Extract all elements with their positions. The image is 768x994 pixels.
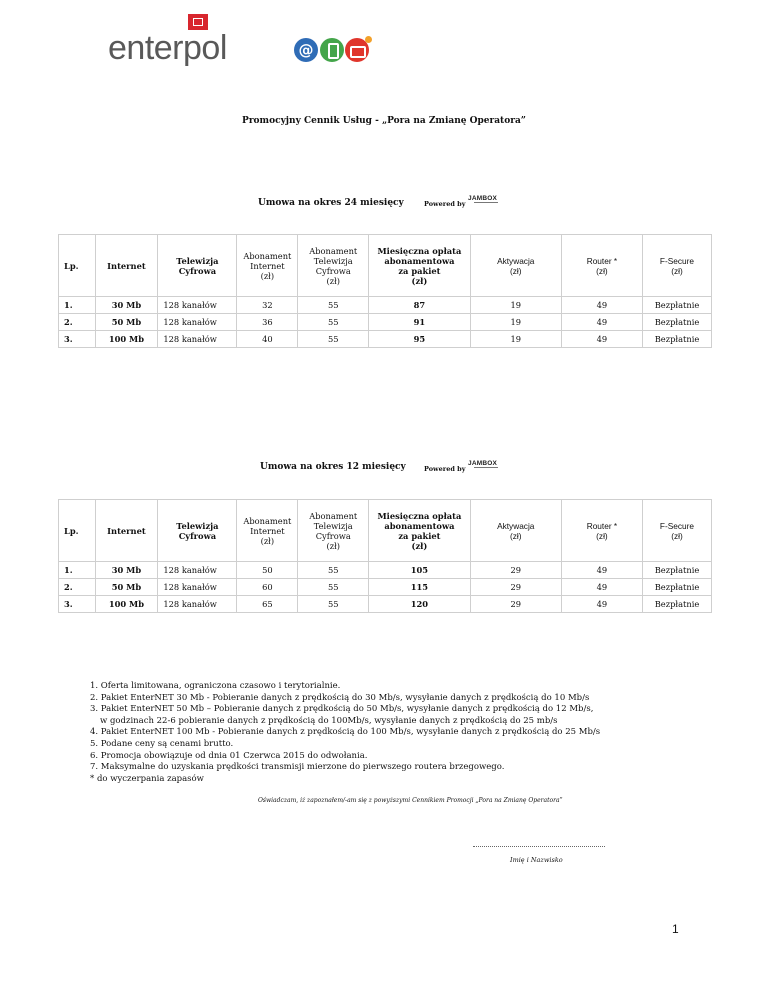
- cell-abon-tv: 55: [298, 562, 369, 579]
- cell-abon-tv: 55: [298, 297, 369, 314]
- table-row: [59, 579, 712, 596]
- cell-lp: 3.: [59, 596, 96, 613]
- col-internet: Internet: [95, 500, 158, 562]
- cell-abon-tv: 55: [298, 596, 369, 613]
- cell-abon-tv: 55: [298, 579, 369, 596]
- cell-lp: 2.: [59, 314, 96, 331]
- logo-dot-icon: [365, 36, 372, 43]
- cell-fsecure: Bezpłatnie: [642, 562, 711, 579]
- phone-icon: [320, 38, 344, 62]
- logo-wordmark: enterpol: [108, 29, 227, 67]
- col-fsecure: F-Secure (zł): [642, 500, 711, 562]
- cell-activation: 29: [470, 562, 561, 579]
- col-internet: Internet: [95, 235, 158, 297]
- cell-abon-tv: 55: [298, 314, 369, 331]
- cell-abon-internet: 40: [237, 331, 298, 348]
- cell-abon-internet: 60: [237, 579, 298, 596]
- terms-notes: [90, 681, 690, 785]
- cell-tv: 128 kanałów: [158, 331, 237, 348]
- cell-fsecure: Bezpłatnie: [642, 596, 711, 613]
- cell-internet: 100 Mb: [95, 331, 158, 348]
- col-router: Router * (zł): [561, 235, 642, 297]
- cell-fsecure: Bezpłatnie: [642, 297, 711, 314]
- note-item: * do wyczerpania zapasów: [90, 773, 204, 784]
- cell-monthly: 95: [369, 331, 470, 348]
- price-table-24: [58, 234, 712, 348]
- cell-monthly: 91: [369, 314, 470, 331]
- col-monthly: Miesięczna opłata abonamentowa za pakiet (zł): [369, 500, 470, 562]
- cell-activation: 19: [470, 331, 561, 348]
- jambox-logo: JAMBOX: [468, 460, 498, 467]
- col-activation: Aktywacja (zł): [470, 235, 561, 297]
- note-item: 4. Pakiet EnterNET 100 Mb - Pobieranie danych z prędkością do 100 Mb/s, wysyłanie danych z prędkością do 25 Mb/s: [90, 727, 601, 738]
- col-lp: Lp.: [59, 235, 96, 297]
- col-fsecure: F-Secure (zł): [642, 235, 711, 297]
- cell-lp: 2.: [59, 579, 96, 596]
- powered-by-label: Powered by: [424, 465, 466, 473]
- col-abon-tv: Abonament Telewizja Cyfrowa (zł): [298, 235, 369, 297]
- note-item: w godzinach 22-6 pobieranie danych z prędkością do 100Mb/s, wysyłanie danych z prędkością do 25 mb/s: [100, 715, 558, 726]
- note-item: 1. Oferta limitowana, ograniczona czasowo i terytorialnie.: [90, 681, 341, 691]
- col-tv: Telewizja Cyfrowa: [158, 235, 237, 297]
- cell-tv: 128 kanałów: [158, 596, 237, 613]
- table-row: [59, 314, 712, 331]
- signature-line: [473, 846, 605, 847]
- note-item: 6. Promocja obowiązuje od dnia 01 Czerwca 2015 do odwołania.: [90, 750, 368, 761]
- declaration-text: Oświadczam, iż zapoznałem/-am się z powyższymi Cennikiem Promocji „Pora na Zmianę Operatora”: [258, 797, 563, 804]
- price-table-12: [58, 499, 712, 613]
- cell-monthly: 120: [369, 596, 470, 613]
- cell-router: 49: [561, 579, 642, 596]
- cell-lp: 1.: [59, 297, 96, 314]
- cell-tv: 128 kanałów: [158, 314, 237, 331]
- table-header-row: [59, 500, 712, 562]
- cell-monthly: 87: [369, 297, 470, 314]
- table-header-row: [59, 235, 712, 297]
- col-abon-internet: Abonament Internet (zł): [237, 235, 298, 297]
- cell-internet: 100 Mb: [95, 596, 158, 613]
- powered-by-label: Powered by: [424, 200, 466, 208]
- col-router: Router * (zł): [561, 500, 642, 562]
- note-item: 2. Pakiet EnterNET 30 Mb - Pobieranie danych z prędkością do 30 Mb/s, wysyłanie danych z prędkością do 10 Mb/s: [90, 692, 590, 703]
- section-heading-12: Umowa na okres 12 miesięcy: [260, 462, 406, 472]
- cell-activation: 19: [470, 314, 561, 331]
- col-abon-internet: Abonament Internet (zł): [237, 500, 298, 562]
- cell-router: 49: [561, 562, 642, 579]
- cell-fsecure: Bezpłatnie: [642, 331, 711, 348]
- note-item: 7. Maksymalne do uzyskania prędkości transmisji mierzone do pierwszego routera brzegowego.: [90, 762, 505, 773]
- cell-abon-internet: 50: [237, 562, 298, 579]
- cell-internet: 30 Mb: [95, 297, 158, 314]
- cell-activation: 29: [470, 596, 561, 613]
- cell-internet: 50 Mb: [95, 314, 158, 331]
- cell-internet: 50 Mb: [95, 579, 158, 596]
- cell-abon-tv: 55: [298, 331, 369, 348]
- col-monthly: Miesięczna opłata abonamentowa za pakiet (zł): [369, 235, 470, 297]
- cell-monthly: 115: [369, 579, 470, 596]
- cell-router: 49: [561, 297, 642, 314]
- cell-abon-internet: 36: [237, 314, 298, 331]
- cell-lp: 3.: [59, 331, 96, 348]
- cell-fsecure: Bezpłatnie: [642, 314, 711, 331]
- note-item: 3. Pakiet EnterNET 50 Mb – Pobieranie danych z prędkością do 50 Mb/s, wysyłanie danych z prędkością do 12 Mb/s,: [90, 704, 594, 715]
- section-heading-24: Umowa na okres 24 miesięcy: [258, 198, 404, 208]
- col-lp: Lp.: [59, 500, 96, 562]
- enterpol-logo: [108, 14, 398, 70]
- cell-monthly: 105: [369, 562, 470, 579]
- table-row: [59, 297, 712, 314]
- jambox-logo: JAMBOX: [468, 195, 498, 202]
- cell-router: 49: [561, 314, 642, 331]
- table-row: [59, 562, 712, 579]
- cell-activation: 29: [470, 579, 561, 596]
- col-activation: Aktywacja (zł): [470, 500, 561, 562]
- cell-tv: 128 kanałów: [158, 297, 237, 314]
- cell-abon-internet: 65: [237, 596, 298, 613]
- cell-activation: 19: [470, 297, 561, 314]
- col-abon-tv: Abonament Telewizja Cyfrowa (zł): [298, 500, 369, 562]
- cell-lp: 1.: [59, 562, 96, 579]
- cell-tv: 128 kanałów: [158, 562, 237, 579]
- page-number: 1: [672, 922, 679, 936]
- cell-fsecure: Bezpłatnie: [642, 579, 711, 596]
- table-row: [59, 331, 712, 348]
- col-tv: Telewizja Cyfrowa: [158, 500, 237, 562]
- signature-label: Imię i Nazwisko: [510, 856, 563, 864]
- cell-abon-internet: 32: [237, 297, 298, 314]
- cell-router: 49: [561, 331, 642, 348]
- document-title: Promocyjny Cennik Usług - „Pora na Zmianę Operatora”: [242, 116, 526, 126]
- cell-router: 49: [561, 596, 642, 613]
- table-row: [59, 596, 712, 613]
- note-item: 5. Podane ceny są cenami brutto.: [90, 738, 234, 749]
- logo-square-icon: [188, 14, 208, 30]
- cell-tv: 128 kanałów: [158, 579, 237, 596]
- internet-at-icon: @: [294, 38, 318, 62]
- cell-internet: 30 Mb: [95, 562, 158, 579]
